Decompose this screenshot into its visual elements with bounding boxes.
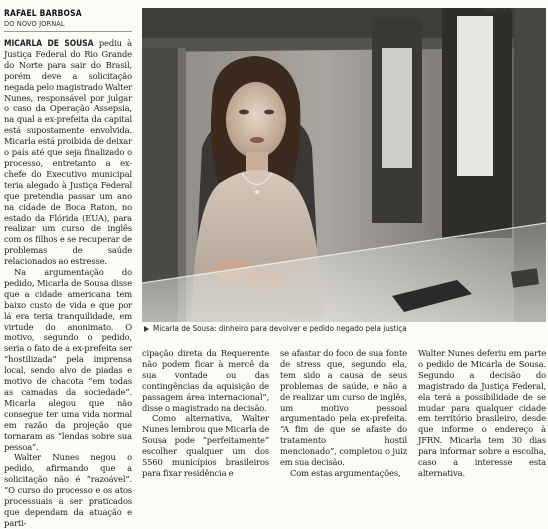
article-paragraph: Walter Nunes deferiu em parte o pedido de Micarla de Sousa. Segundo a decisão do magistrado da Justiça Federal, ela terá a possibilidade de se mudar para qualquer cidade em território brasileiro, desde que informe o endereço à JFRN. Micarla tem 30 dias para informar sobre a escolha, caso a interesse esta alternativa.	[418, 348, 546, 478]
article-photo	[142, 8, 546, 322]
article-paragraph-text: pediu à Justiça Federal do Rio Grande do Norte para sair do Brasil, porém deve a solicitação negada pelo magistrado Walter Nunes, responsável por julgar o caso da Operação Assepsia, na qual a ex-prefeita da capital está supostamente envolvida. Micarla está proibida de deixar o país até que seja finalizado o processo, entretanto a ex-chefe do Executivo municipal teria alegado à Justiça Federal que pretendia passar um ano na cidade de Boca Raton, no estado da Flórida (EUA), para realizar um curso de inglês com os filhos e se recuperar de problemas de saúde relacionados ao estresse.	[4, 38, 132, 267]
lead-name: MICARLA DE SOUSA	[4, 38, 94, 48]
article-column-3	[280, 348, 407, 480]
photo-caption	[142, 323, 546, 337]
caption-triangle-icon	[144, 326, 149, 332]
photo-credit: DIEFSON DANTAS / NJ	[483, 8, 542, 14]
caption-text: Micarla de Sousa: dinheiro para devolver e pedido negado pela justiça	[153, 324, 407, 333]
article-paragraph: cipação direta da Requerente não podem ficar à mercê da sua vontade ou das contingências da aquisição de passagem área internacional”, disse o magistrado na decisão.	[142, 348, 269, 413]
article-paragraph: se afastar do foco de sua fonte de stress que, segundo ela, tem sido a causa de seus problemas de saúde, e não a de realizar um curso de inglês, um motivo pessoal argumentado pela ex-prefeita. “A fim de que se afaste do tratamento hostil mencionado”, completou o juiz em sua decisão.	[280, 348, 407, 468]
photo-image	[142, 8, 546, 322]
article-paragraph: Com estas argumentações,	[290, 467, 401, 478]
article-column-4	[418, 348, 546, 480]
article-column-1	[4, 38, 132, 528]
article-paragraph: Na argumentação do pedido, Micarla de Sousa disse que a cidade americana tem baixo custo de vida e que por lá era teria tranquilidade, em virtude do anonimato. O motivo, segundo o pedido, seria o fato de a ex-prefeita ser “hostilizada” pela imprensa local, sendo alvo de piadas e motivo de chacota “em todas as camadas da sociedade”. Micarla alegou que não consegue ter uma vida normal em razão da projeção que tornaram as “lendas sobre sua pessoa”.	[4, 267, 132, 452]
article-paragraph	[4, 38, 132, 267]
article-paragraph: Walter Nunes negou o pedido, afirmando que a solicitação não é “razoável”. “O curso do processo e os atos processuais a ser praticados que dependam da atuação e parti-	[4, 452, 132, 528]
byline-outlet: DO NOVO JORNAL	[4, 19, 65, 28]
byline-rule	[4, 31, 132, 32]
article-column-2	[142, 348, 269, 480]
byline-author: RAFAEL BARBOSA	[4, 8, 82, 18]
article-paragraph: Como alternativa, Walter Nunes lembrou que Micarla de Sousa pode “perfeitamente” escolher qualquer um dos 5560 municípios brasileiros para fixar residência e	[142, 413, 269, 478]
